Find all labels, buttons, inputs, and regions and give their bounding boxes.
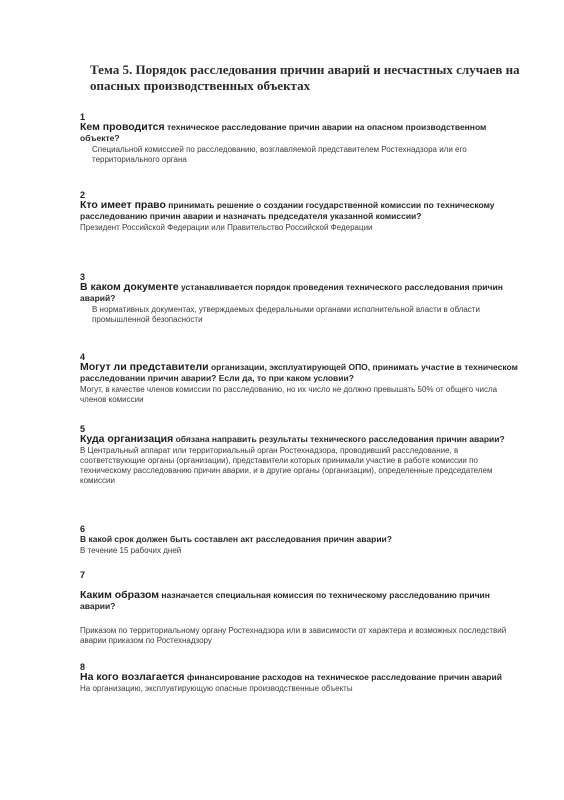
question-lead: В каком документе	[80, 281, 179, 293]
question-lead: Каким образом	[80, 589, 160, 601]
question-number: 6	[80, 524, 86, 534]
question-block-2	[80, 190, 525, 233]
question-text	[80, 122, 525, 144]
question-number: 5	[80, 424, 86, 434]
question-text	[80, 534, 525, 545]
question-rest: финансирование расходов на техническое расследование причин аварий	[184, 672, 502, 682]
answer-text: В нормативных документах, утверждаемых федеральными органами исполнительной власти в области промышленной безопасности	[92, 305, 480, 324]
question-text	[80, 362, 525, 384]
question-rest: техническое расследование причин аварии на опасном производственном объекте?	[80, 122, 487, 143]
document-title: Тема 5. Порядок расследования причин аварий и несчастных случаев на опасных производственных объектах	[90, 62, 520, 93]
answer-text: В течение 15 рабочих дней	[80, 546, 182, 555]
answer-text: Президент Российской Федерации или Правительство Российской Федерации	[80, 223, 373, 232]
question-lead: Кем проводится	[80, 121, 165, 133]
answer-text: Приказом по территориальному органу Ростехнадзора или в зависимости от характера и возможных последствий аварии приказом по Ростехнадзору	[80, 626, 507, 645]
question-rest: В какой срок должен быть составлен акт расследования причин аварии?	[80, 534, 392, 544]
question-block-5	[80, 424, 525, 486]
question-number: 7	[80, 570, 86, 580]
question-rest: устанавливается порядок проведения технического расследования причин аварий?	[80, 282, 503, 303]
question-lead: На кого возлагается	[80, 671, 185, 683]
answer-text: Специальной комиссией по расследованию, возглавляемой представителем Ростехнадзора или его территориального органа	[92, 145, 467, 164]
question-rest: назначается специальная комиссия по техническому расследованию причин аварии?	[80, 590, 490, 611]
question-number: 2	[80, 190, 86, 200]
question-block-1	[80, 112, 525, 165]
question-block-4	[80, 352, 525, 405]
question-number: 1	[80, 112, 86, 122]
answer-text: На организацию, эксплуатирующую опасные производственные объекты	[80, 684, 353, 693]
question-rest: организации, эксплуатирующей ОПО, принимать участие в техническом расследовании причин аварии? Если да, то при каком условии?	[80, 362, 518, 383]
question-block-6	[80, 524, 525, 556]
question-number: 3	[80, 272, 86, 282]
question-text	[80, 672, 525, 683]
question-lead: Могут ли представители	[80, 361, 209, 373]
question-number: 4	[80, 352, 86, 362]
answer-text: Могут, в качестве членов комиссии по расследованию, но их число не должно превышать 50% от общего числа членов комиссии	[80, 385, 498, 404]
question-block-8	[80, 662, 525, 694]
question-block-7	[80, 570, 525, 646]
question-rest: принимать решение о создании государственной комиссии по техническому расследованию причин аварии и назначать председателя указанной комиссии?	[80, 200, 495, 221]
question-number: 8	[80, 662, 86, 672]
question-text	[80, 434, 525, 445]
question-text	[80, 282, 525, 304]
question-text	[80, 200, 525, 222]
question-lead: Кто имеет право	[80, 199, 166, 211]
question-text	[80, 590, 525, 612]
answer-text: В Центральный аппарат или территориальный орган Ростехнадзора, проводивший расследование, в соответствующие органы (организации), представители которых принимали участие в работе комиссии по техническому расследованию причин аварии, и в другие органы (организации), определенные председателем комиссии	[80, 446, 493, 485]
question-block-3	[80, 272, 525, 325]
question-rest: обязана направить результаты технического расследования причин аварии?	[173, 434, 505, 444]
question-lead: Куда организация	[80, 433, 174, 445]
